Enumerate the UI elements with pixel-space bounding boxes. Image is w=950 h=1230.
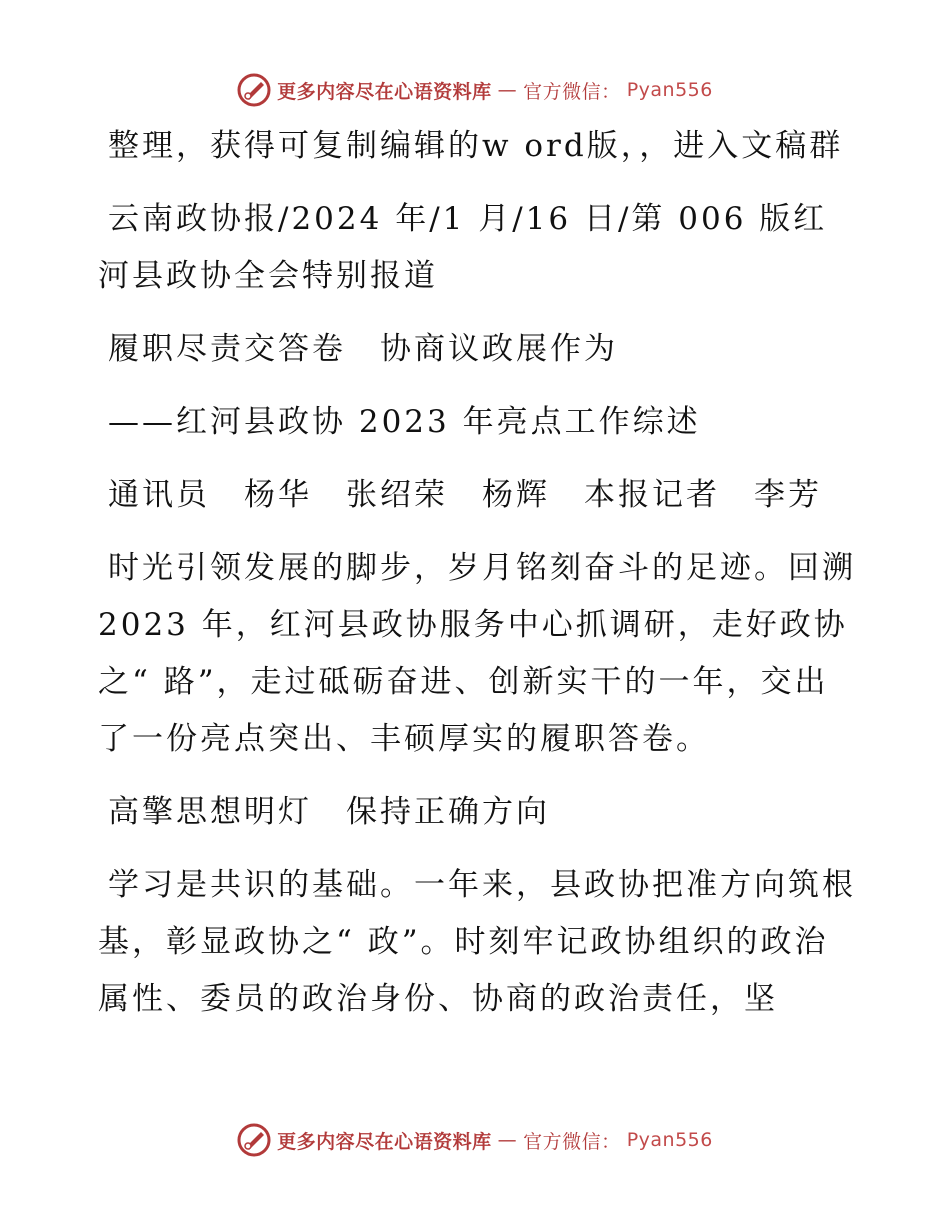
intro-paragraph: 整理，获得可复制编辑的w ord版，，进入文稿群 (108, 128, 844, 164)
watermark-separator: — (497, 79, 518, 101)
logo-icon (237, 73, 271, 107)
logo-icon (237, 1123, 271, 1157)
watermark-text: 更多内容尽在心语资料库 (277, 1130, 492, 1153)
watermark-note: 官方微信： (523, 80, 621, 103)
body-paragraph: 时光引领发展的脚步，岁月铭刻奋斗的足迹。回溯 2023 年，红河县政协服务中心抓调研，走好政协之“ 路”，走过砥砺奋进、创新实干的一年，交出了一份亮点突出、丰硕厚实的履职答卷。 (98, 550, 856, 757)
source-line: 云南政协报/2024 年/1 月/16 日/第 006 版红河县政协全会特别报道 (98, 201, 828, 294)
byline: 通讯员 杨华 张绍荣 杨辉 本报记者 李芳 (108, 477, 822, 513)
article-subtitle: ——红河县政协 2023 年亮点工作综述 (108, 404, 701, 440)
watermark-separator: — (497, 1129, 518, 1151)
watermark-banner-bottom (0, 1120, 950, 1160)
body-paragraph: 学习是共识的基础。一年来，县政协把准方向筑根基，彰显政协之“ 政”。时刻牢记政协组织的政治属性、委员的政治身份、协商的政治责任，坚 (98, 867, 856, 1017)
watermark-text: 更多内容尽在心语资料库 (277, 80, 492, 103)
article-title: 履职尽责交答卷 协商议政展作为 (108, 331, 618, 367)
document-body (98, 118, 858, 1036)
watermark-id: Pyan556 (626, 79, 713, 101)
watermark-id: Pyan556 (626, 1129, 713, 1151)
watermark-note: 官方微信： (523, 1130, 621, 1153)
section-heading: 高擎思想明灯 保持正确方向 (108, 794, 550, 830)
watermark-banner-top (0, 70, 950, 110)
